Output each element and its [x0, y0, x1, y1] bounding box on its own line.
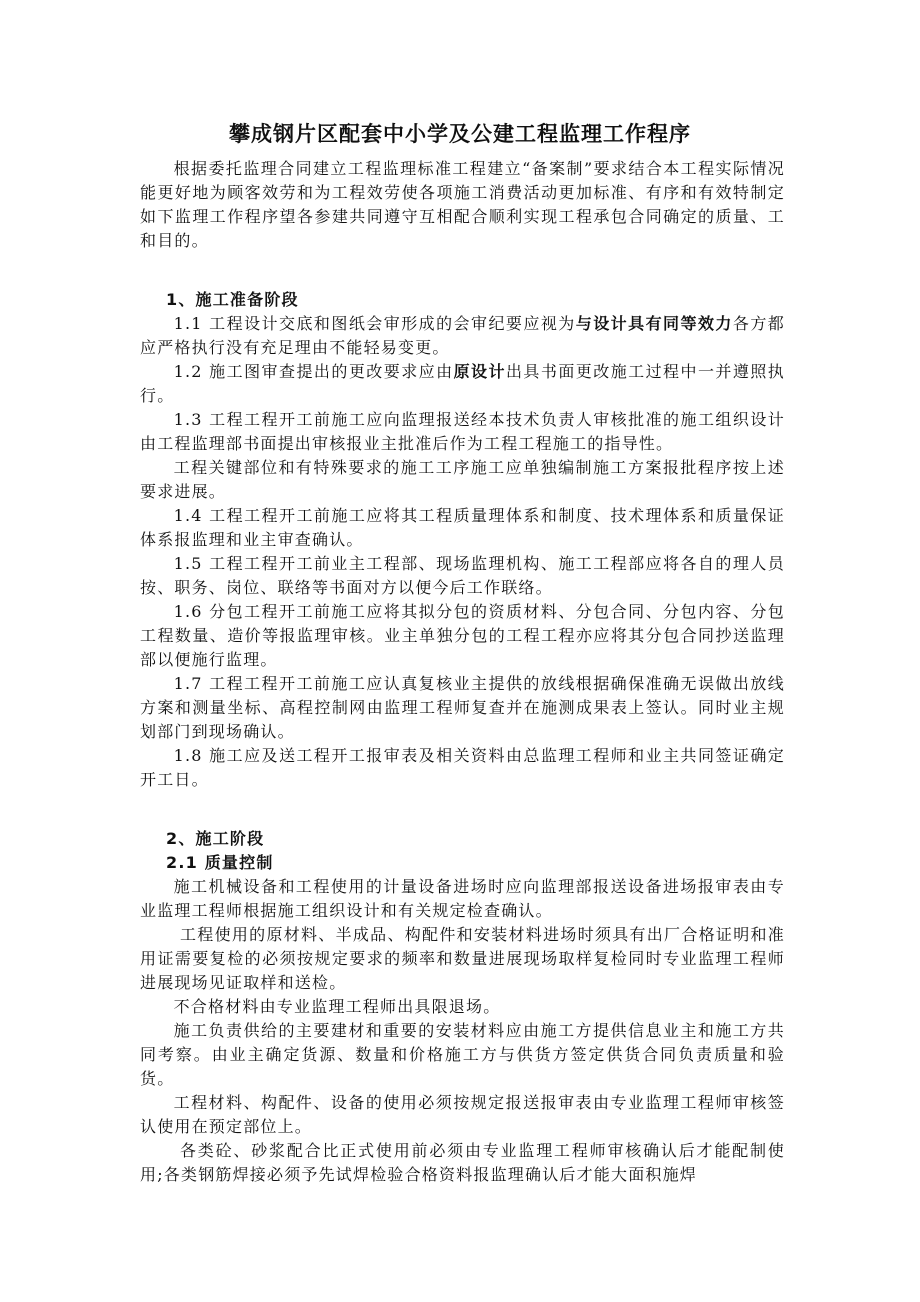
- spacer: [140, 792, 785, 827]
- paragraph-1-1-bold: 与设计具有同等效力: [575, 314, 733, 333]
- document-title: 攀成钢片区配套中小学及公建工程监理工作程序: [229, 122, 691, 146]
- paragraph-2-1-equipment: 施工机械设备和工程使用的计量设备进场时应向监理部报送设备进场报审表由专业监理工程师根据施工组织设计和有关规定检查确认。: [140, 877, 785, 920]
- paragraph-1-2-text-a: 1.2 施工图审查提出的更改要求应由: [173, 362, 454, 381]
- paragraph-2-1-usage: 工程材料、构配件、设备的使用必须按规定报送报审表由专业监理工程师审核签认使用在预定部位上。: [140, 1093, 785, 1136]
- paragraph-1-6: 1.6 分包工程开工前施工应将其拟分包的资质材料、分包合同、分包内容、分包工程数量、造价等报监理审核。业主单独分包的工程工程亦应将其分包合同抄送监理部以便施行监理。: [140, 602, 785, 669]
- paragraph-1-1-text-a: 1.1 工程设计交底和图纸会审形成的会审纪要应视为: [173, 314, 576, 333]
- paragraph-2-1-rejected: 不合格材料由专业监理工程师出具限退场。: [173, 997, 501, 1016]
- paragraph-1-3-continued: 工程关键部位和有特殊要求的施工工序施工应单独编制施工方案报批程序按上述要求进展。: [140, 458, 785, 501]
- paragraph-2-1-materials: 工程使用的原材料、半成品、构配件和安装材料进场时须具有出厂合格证明和准用证需要复检的必须按规定要求的频率和数量进展现场取样复检同时专业监理工程师进展现场见证取样和送检。: [140, 925, 785, 992]
- paragraph-1-1-text-b: 各方都应严格执行没有充足理由不能轻易变更。: [140, 314, 785, 357]
- paragraph-1-8: 1.8 施工应及送工程开工报审表及相关资料由总监理工程师和业主共同签证确定开工日。: [140, 746, 785, 789]
- paragraph-1-2-bold: 原设计: [453, 362, 506, 381]
- paragraph-1-2-text-b: 出具书面更改施工过程中一并遵照执行。: [140, 362, 785, 405]
- paragraph-1-7: 1.7 工程工程开工前施工应认真复核业主提供的放线根据确保准确无误做出放线方案和测量坐标、高程控制网由监理工程师复查并在施测成果表上签认。同时业主规划部门到现场确认。: [140, 674, 785, 741]
- paragraph-2-1-supply: 施工负责供给的主要建材和重要的安装材料应由施工方提供信息业主和施工方共同考察。由业主确定货源、数量和价格施工方与供货方签定供货合同负责质量和验货。: [140, 1021, 785, 1088]
- paragraph-1-4: 1.4 工程工程开工前施工应将其工程质量理体系和制度、技术理体系和质量保证体系报监理和业主审查确认。: [140, 506, 785, 549]
- intro-paragraph: 根据委托监理合同建立工程监理标准工程建立“备案制”要求结合本工程实际情况能更好地为顾客效劳和为工程效劳使各项施工消费活动更加标准、有序和有效特制定如下监理工作程序望各参建共同遵守互相配合顺利实现工程承包合同确定的质量、工和目的。: [140, 159, 785, 250]
- document-body: [140, 157, 785, 1187]
- spacer: [140, 253, 785, 288]
- paragraph-2-1-mix-ratio: 各类砼、砂浆配合比正式使用前必须由专业监理工程师审核确认后才能配制使用;各类钢筋焊接必须予先试焊检验合格资料报监理确认后才能大面积施焊: [140, 1141, 785, 1184]
- section-2-1-subheading: 2.1 质量控制: [166, 853, 274, 872]
- section-2-heading: 2、施工阶段: [166, 829, 265, 848]
- section-1-heading: 1、施工准备阶段: [166, 290, 299, 309]
- paragraph-1-3: 1.3 工程工程开工前施工应向监理报送经本技术负责人审核批准的施工组织设计由工程监理部书面提出审核报业主批准后作为工程工程施工的指导性。: [140, 410, 785, 453]
- paragraph-1-5: 1.5 工程工程开工前业主工程部、现场监理机构、施工工程部应将各自的理人员按、职务、岗位、联络等书面对方以便今后工作联络。: [140, 554, 785, 597]
- paragraph-1-1: [140, 312, 785, 360]
- paragraph-1-2: [140, 360, 785, 408]
